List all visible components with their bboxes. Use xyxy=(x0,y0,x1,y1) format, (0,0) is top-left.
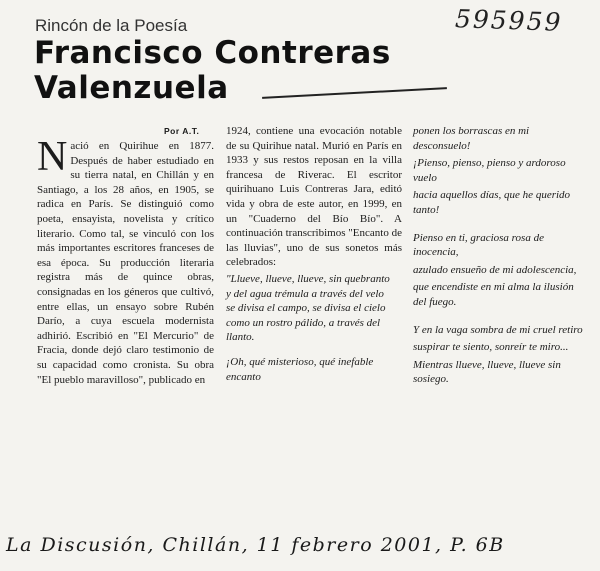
handwritten-catalog-number: 595959 xyxy=(454,4,563,37)
poem-line: hacia aquellos días, que he querido tanto! xyxy=(413,189,571,216)
poem-line: Mientras llueve, llueve, llueve sin sosiego. xyxy=(413,358,561,386)
article-column-1 xyxy=(37,134,214,387)
handwritten-source-citation: La Discusión, Chillán, 11 febrero 2001, P. 6B xyxy=(6,534,505,556)
article-headline xyxy=(34,36,494,106)
poem-line: azulado ensueño de mi adolescencia, xyxy=(413,263,577,276)
article-column-2 xyxy=(226,124,402,388)
drop-cap: N xyxy=(37,134,68,180)
article-column-3 xyxy=(413,124,583,390)
stanza-gap xyxy=(226,345,402,355)
byline: Por A.T. xyxy=(164,126,200,136)
poem-line: ¡Pienso, pienso, pienso y ardoroso vuelo xyxy=(413,157,566,184)
poem-line: como un rostro pálido, a través del llanto. xyxy=(226,316,381,344)
poem-line: ponen los borrascas en mi desconsuelo! xyxy=(413,125,530,152)
column-2-text: 1924, contiene una evocación notable de su Quirihue natal. Murió en París en 1933 y sus restos reposan en la villa francesa de Riverac. El escritor quirihuano Luis Contreras Jara, editó vida y obra de este autor, en 1999, en un "Cuaderno del Bío Bío". A continuación transcribimos "Encanto de las lluvias", uno de sus sonetos más celebrados: xyxy=(226,125,402,269)
poem-line: suspirar te siento, sonreír te miro... xyxy=(413,341,569,354)
poem-line: "Llueve, llueve, llueve, sin quebranto xyxy=(226,272,390,285)
poem-line: que encendiste en mi alma la ilusión del fuego. xyxy=(413,281,574,308)
poem-line: ¡Oh, qué misterioso, qué inefable encanto xyxy=(226,355,374,383)
poem-line: y del agua trémula a través del velo xyxy=(226,287,384,300)
poem-line: Pienso en ti, graciosa rosa de inocencia, xyxy=(413,231,544,259)
stanza-gap xyxy=(413,221,583,231)
column-1-text: ació en Quirihue en 1877. Después de haber estudiado en su tierra natal, en Chillán y en Santiago, a los 28 años, en 1905, se radica en París. Se distinguió como poeta, ensayista, novelista y crítico literario. Como tal, se vinculó con los más importantes escritores franceses de esa época. Su producción literaria registra más de quince obras, consignadas en los géneros que cultivó, entre ellas, un ensayo sobre Rubén Darío, a cuya escuela modernista adhirió. Escribió en "El Mercurio" de Fracia, donde dejó claro testimonio de su capacidad como cronista. Su obra "El pueblo maravilloso", publicado en xyxy=(37,140,214,386)
section-kicker: Rincón de la Poesía xyxy=(35,16,188,35)
headline-line-2: Valenzuela xyxy=(34,70,229,106)
poem-line: se divisa el campo, se divisa el cielo xyxy=(226,302,386,315)
poem-verse-part-1 xyxy=(226,272,402,384)
stanza-gap xyxy=(413,313,583,323)
headline-line-1: Francisco Contreras xyxy=(34,35,391,71)
poem-line: Y en la vaga sombra de mi cruel retiro xyxy=(413,323,583,336)
